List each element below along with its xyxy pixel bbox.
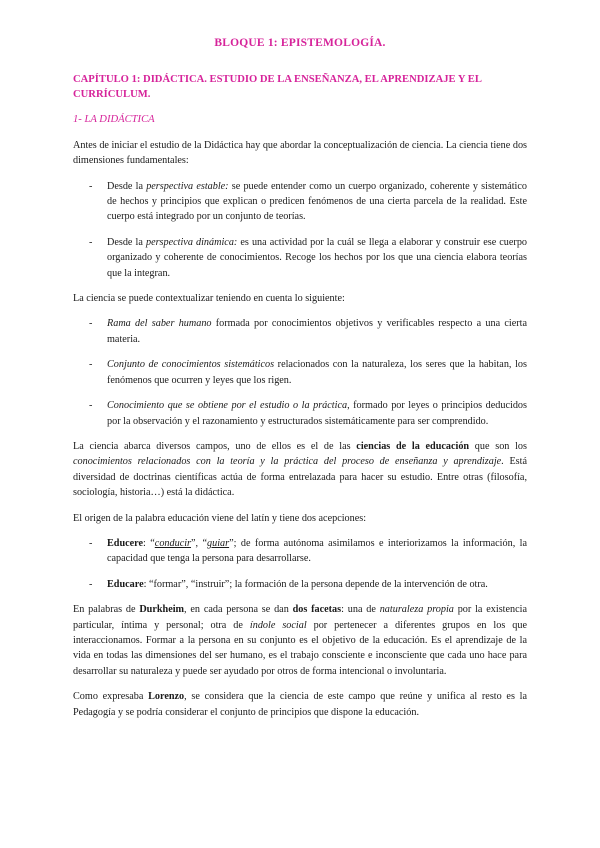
bold-term: Educare [107,578,144,590]
dash-bullet: - [89,318,93,330]
text-run: : una de [341,604,380,616]
bold-term: Durkheim [139,604,185,616]
text-run: , en cada persona se dan [184,604,293,616]
dash-bullet: - [89,236,93,248]
text-run: ”; de forma autónoma asimilamos e interiorizamos la información, la capacidad que tenga la persona para desarrollarse. [107,537,527,565]
context-paragraph: La ciencia se puede contextualizar teniendo en cuenta lo siguiente: [73,293,345,305]
dash-bullet: - [89,180,93,192]
etymology-list [73,536,527,592]
item-text: se puede entender como un cuerpo organizado, coherente y sistemático de hechos y principios que explican o predicen fenómenos de una cierta parcela de la realidad. Este cuerpo está integrado por un conjunto de teorías. [107,180,528,223]
italic-term: índole social [249,619,307,631]
item-emphasis: perspectiva dinámica: [145,236,238,248]
item-text: Desde la [107,236,146,248]
item-text: Desde la [107,180,147,192]
item-emphasis: perspectiva estable: [146,180,229,192]
dash-bullet: - [89,578,93,590]
dimensions-list [73,179,527,281]
text-run: por la existencia particular, íntima y personal; otra de [73,604,527,631]
list-item [73,235,527,281]
list-item [73,179,527,225]
etymology-paragraph: El origen de la palabra educación viene del latín y tiene dos acepciones: [73,512,367,524]
item-text: , formado por leyes o principios deducidos por la observación y el razonamiento y estructurados sistemáticamente para ser comprendido. [107,400,527,427]
text-run: que son los [469,440,527,452]
context-list [73,316,527,428]
item-emphasis: Conjunto de conocimientos sistemáticos [107,359,275,371]
lorenzo-paragraph [73,689,527,720]
item-text: relacionados con la naturaleza, los seres que la habitan, los fenómenos que ocurren y leyes que los rigen. [107,359,527,386]
item-text: formada por conocimientos objetivos y verificables respecto a una cierta materia. [107,318,527,345]
document-page [73,36,527,730]
main-title: BLOQUE 1: EPISTEMOLOGÍA. [214,37,386,49]
text-run: por pertenecer a diferentes grupos en los que interaccionamos. Formar a la persona en su conjunto es el objetivo de la educación. Es el aprendizaje de la vida en todas las dimensiones del ser humano, es el trabajo consciente e inconsciente que cada uno hace para desarrollar su naturaleza y puede ser ayudado por otros de forma intencional o involuntaria. [73,619,527,677]
education-sciences-paragraph [73,439,527,501]
dash-bullet: - [89,537,93,549]
chapter-title: CAPÍTULO 1: DIDÁCTICA. ESTUDIO DE LA ENSEÑANZA, EL APRENDIZAJE Y EL CURRÍCULUM. [73,74,482,101]
text-run: : “formar”, “instruir”; la formación de la persona depende de la intervención de otra. [143,578,488,590]
item-text: es una actividad por la cuál se llega a elaborar y construir ese cuerpo organizado y coherente de conocimientos. Recoge los hechos por los que una ciencia elabora teorías que la integran. [107,236,528,279]
underlined-term: guiar [207,537,230,549]
bold-term: ciencias de la educación [356,440,470,452]
item-emphasis: Conocimiento que se obtiene por el estudio o la práctica [107,400,348,412]
italic-term: naturaleza propia [379,604,454,616]
list-item [73,357,527,388]
text-run: En palabras de [73,604,140,616]
bold-term: Educere [107,537,144,549]
bold-term: dos facetas [292,604,342,616]
list-item [73,536,527,567]
dash-bullet: - [89,400,93,412]
text-run: La ciencia abarca diversos campos, uno de ellos es el de las [73,440,357,452]
text-run: Como expresaba [73,691,149,703]
italic-term: conocimientos relacionados con la teoría y la práctica del proceso de enseñanza y aprendizaje [73,456,502,468]
text-run: ”, “ [191,537,208,549]
list-item [73,577,527,592]
dash-bullet: - [89,359,93,371]
section-title: 1- LA DIDÁCTICA [73,114,155,126]
item-emphasis: Rama del saber humano [107,318,212,330]
durkheim-paragraph [73,602,527,679]
text-run: , se considera que la ciencia de este campo que reúne y unifica al resto es la Pedagogía y se podría considerar el conjunto de principios que dispone la educación. [73,691,527,718]
list-item [73,398,527,429]
list-item [73,316,527,347]
underlined-term: conducir [154,537,192,549]
text-run: . Está diversidad de doctrinas científicas actúa de forma entrelazada para hacer su estudio. Entre otras (filosofía, sociología, historia…) está la didáctica. [73,456,527,499]
bold-term: Lorenzo [148,691,185,703]
intro-paragraph: Antes de iniciar el estudio de la Didáctica hay que abordar la conceptualización de ciencia. La ciencia tiene dos dimensiones fundamentales: [73,139,527,167]
text-run: : “ [143,537,155,549]
